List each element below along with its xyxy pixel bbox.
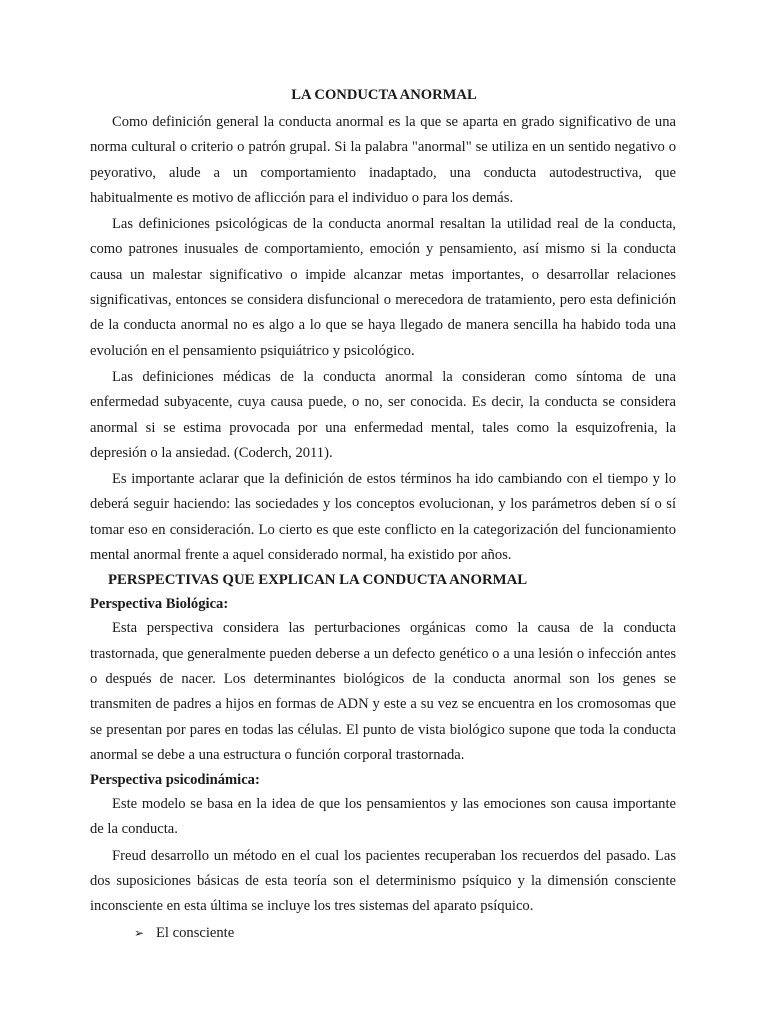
psychodynamic-paragraph-2: Freud desarrollo un método en el cual los pacientes recuperaban los recuerdos del pasado. Las dos suposiciones básicas de esta teoría son el determinismo psíquico y la dimensión consciente inconsciente en esta última se incluye los tres sistemas del aparato psíquico. <box>90 847 676 915</box>
intro-paragraph-2: Las definiciones psicológicas de la conducta anormal resaltan la utilidad real de la conducta, como patrones inusuales de comportamiento, emoción y pensamiento, así mismo si la conducta causa un malestar significativo o impide alcanzar metas importantes, o desarrollar relaciones significativas, entonces se considera disfuncional o merecedora de tratamiento, pero esta definición de la conducta anormal no es algo a lo que se haya llegado de manera sencilla ha habido toda una evolución en el pensamiento psiquiátrico y psicológico. <box>90 216 676 359</box>
bullet-label: El consciente <box>156 924 235 941</box>
biological-heading: Perspectiva Biológica: <box>90 596 229 613</box>
document-title: LA CONDUCTA ANORMAL <box>291 87 477 103</box>
psychodynamic-heading: Perspectiva psicodinámica: <box>90 772 260 789</box>
biological-paragraph: Esta perspectiva considera las perturbaciones orgánicas como la causa de la conducta trastornada, que generalmente pueden deberse a un defecto genético o a una lesión o infección antes o después de nacer. Los determinantes biológicos de la conducta anormal son los genes se transmiten de padres a hijos en formas de ADN y este a su vez se encuentra en los cromosomas que se presentan por pares en todas las células. El punto de vista biológico supone que toda la conducta anormal se debe a una estructura o función corporal trastornada. <box>90 620 676 763</box>
intro-paragraph-4: Es importante aclarar que la definición de estos términos ha ido cambiando con el tiempo y lo deberá seguir haciendo: las sociedades y los conceptos evolucionan, y los parámetros deben sí o sí tomar eso en consideración. Lo cierto es que este conflicto en la categorización del funcionamiento mental anormal frente a aquel considerado normal, ha existido por años. <box>90 471 676 564</box>
psychodynamic-paragraph-1: Este modelo se basa en la idea de que los pensamientos y las emociones son causa importante de la conducta. <box>90 796 676 838</box>
bullet-item <box>90 920 676 946</box>
document-page <box>90 84 676 946</box>
intro-paragraph-3: Las definiciones médicas de la conducta anormal la consideran como síntoma de una enfermedad subyacente, cuya causa puede, o no, ser conocida. Es decir, la conducta se considera anormal si se estima provocada por una enfermedad mental, tales como la esquizofrenia, la depresión o la ansiedad. (Coderch, 2011). <box>90 368 676 461</box>
section-heading: PERSPECTIVAS QUE EXPLICAN LA CONDUCTA ANORMAL <box>108 572 528 589</box>
intro-paragraph-1: Como definición general la conducta anormal es la que se aparta en grado significativo de una norma cultural o criterio o patrón grupal. Si la palabra "anormal" se utiliza en un sentido negativo o peyorativo, alude a un comportamiento inadaptado, una conducta autodestructiva, que habitualmente es motivo de aflicción para el individuo o para los demás. <box>90 114 676 206</box>
arrow-bullet-icon: ➢ <box>134 925 145 940</box>
